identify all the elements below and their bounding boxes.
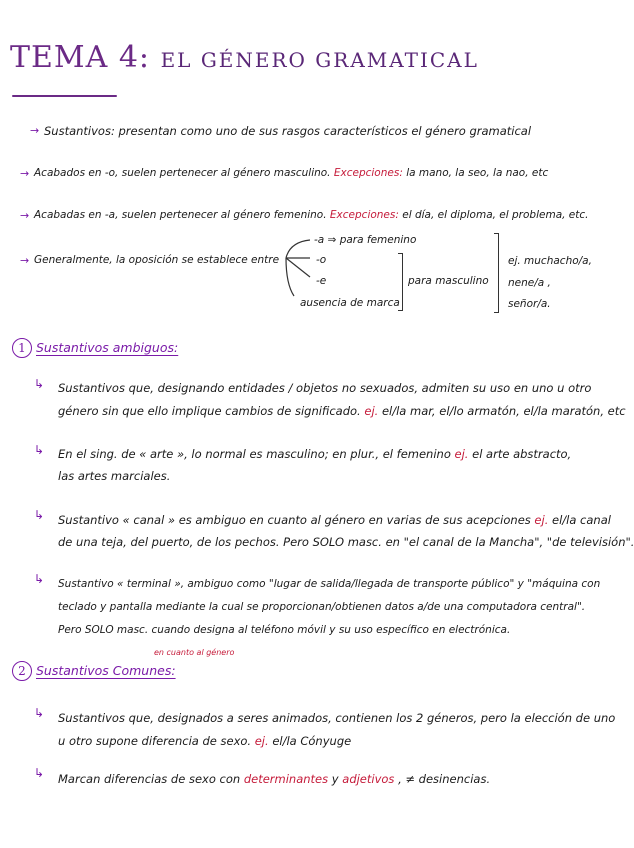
- arrow-icon: →: [20, 254, 30, 267]
- masc-marker-none: ausencia de marca: [300, 297, 400, 309]
- masc-marker-o: -o: [316, 254, 327, 266]
- masc-label: para masculino: [408, 275, 489, 287]
- section1-item4-line2: teclado y pantalla mediante la cual se proporcionan/obtienen datos a/de una computadora central".: [58, 601, 586, 613]
- brace: [494, 233, 499, 313]
- example-marker: ej.: [454, 447, 469, 461]
- title-sub: EL GÉNERO GRAMATICAL: [160, 48, 479, 72]
- arrow-icon: →: [20, 209, 30, 222]
- title-main: TEMA 4:: [10, 40, 151, 75]
- highlight-determinantes: determinantes: [243, 772, 329, 786]
- section1-item1-examples: el/la mar, el/lo armatón, el/la maratón, etc: [381, 404, 626, 418]
- section-number: 1: [12, 338, 32, 358]
- page-title: [10, 40, 479, 75]
- section-title: Sustantivos Comunes:: [36, 663, 176, 678]
- hook-arrow-icon: ↳: [34, 443, 45, 457]
- title-underline: [12, 95, 117, 97]
- section1-item1-line2: [58, 403, 626, 419]
- bullet-2: [34, 166, 548, 180]
- highlight-adjetivos: adjetivos: [342, 772, 395, 786]
- hook-arrow-icon: ↳: [34, 572, 45, 586]
- hook-arrow-icon: ↳: [34, 766, 45, 780]
- hook-arrow-icon: ↳: [34, 377, 45, 391]
- arrow-icon: →: [20, 167, 30, 180]
- section-note: en cuanto al género: [154, 648, 235, 657]
- section2-item1-line1: Sustantivos que, designados a seres animados, contienen los 2 géneros, pero la elección de uno: [58, 711, 616, 725]
- section1-item2-line2: las artes marciales.: [58, 469, 171, 483]
- section1-item3-line2: de una teja, del puerto, de los pechos. Pero SOLO masc. en "el canal de la Mancha", "de televisión".: [58, 535, 634, 549]
- section1-item1-line2-text: género sin que ello implique cambios de significado.: [58, 404, 361, 418]
- section1-item3-line1: [58, 512, 611, 528]
- section1-item4-line3: Pero SOLO masc. cuando designa al teléfono móvil y su uso específico en electrónica.: [58, 624, 511, 636]
- arrow-icon: →: [30, 124, 40, 137]
- section2-item2-text: Marcan diferencias de sexo con: [58, 772, 241, 786]
- example-marker: ej.: [534, 513, 549, 527]
- bullet-3-exception-label: Excepciones:: [329, 209, 399, 221]
- bullet-3: [34, 208, 589, 222]
- section-title: Sustantivos ambiguos:: [36, 340, 179, 355]
- hook-arrow-icon: ↳: [34, 706, 45, 720]
- bullet-2-exception-text: la mano, la seo, la nao, etc: [406, 167, 549, 179]
- section2-item1-line2: [58, 733, 351, 749]
- section2-item2-connector: y: [331, 772, 339, 786]
- example-marker: ej.: [364, 404, 379, 418]
- bullet-1: Sustantivos: presentan como uno de sus rasgos característicos el género gramatical: [44, 124, 532, 138]
- brace: [398, 253, 403, 311]
- section1-item3-example: el/la canal: [552, 513, 611, 527]
- section1-item1-line1: Sustantivos que, designando entidades / objetos no sexuados, admiten su uso en uno u otro: [58, 381, 592, 395]
- bullet-4: Generalmente, la oposición se establece entre: [34, 254, 280, 266]
- bullet-3-exception-text: el día, el diploma, el problema, etc.: [402, 209, 589, 221]
- section2-item1-text: u otro supone diferencia de sexo.: [58, 734, 252, 748]
- section1-item3-text: Sustantivo « canal » es ambiguo en cuanto al género en varias de sus acepciones: [58, 513, 531, 527]
- section2-item1-example: el/la Cónyuge: [272, 734, 352, 748]
- hook-arrow-icon: ↳: [34, 508, 45, 522]
- masc-marker-e: -e: [316, 275, 327, 287]
- bullet-2-text: Acabados en -o, suelen pertenecer al género masculino.: [34, 167, 331, 179]
- bullet-3-text: Acabadas en -a, suelen pertenecer al género femenino.: [34, 209, 327, 221]
- section2-item2-tail: , ≠ desinencias.: [398, 772, 491, 786]
- section1-item2-line1: [58, 446, 571, 462]
- section1-item2-example: el arte abstracto,: [472, 447, 572, 461]
- example-3: señor/a.: [508, 298, 551, 310]
- bullet-2-exception-label: Excepciones:: [333, 167, 403, 179]
- fem-marker: -a ⇒ para femenino: [314, 234, 417, 246]
- example-marker: ej.: [254, 734, 269, 748]
- section1-item4-line1: Sustantivo « terminal », ambiguo como "lugar de salida/llegada de transporte público" y "máquina con: [58, 578, 601, 590]
- example-2: nene/a ,: [508, 277, 551, 289]
- section-number: 2: [12, 661, 32, 681]
- section2-item2-line1: [58, 771, 490, 787]
- example-1: ej. muchacho/a,: [508, 255, 592, 267]
- section1-item2-text: En el sing. de « arte », lo normal es masculino; en plur., el femenino: [58, 447, 451, 461]
